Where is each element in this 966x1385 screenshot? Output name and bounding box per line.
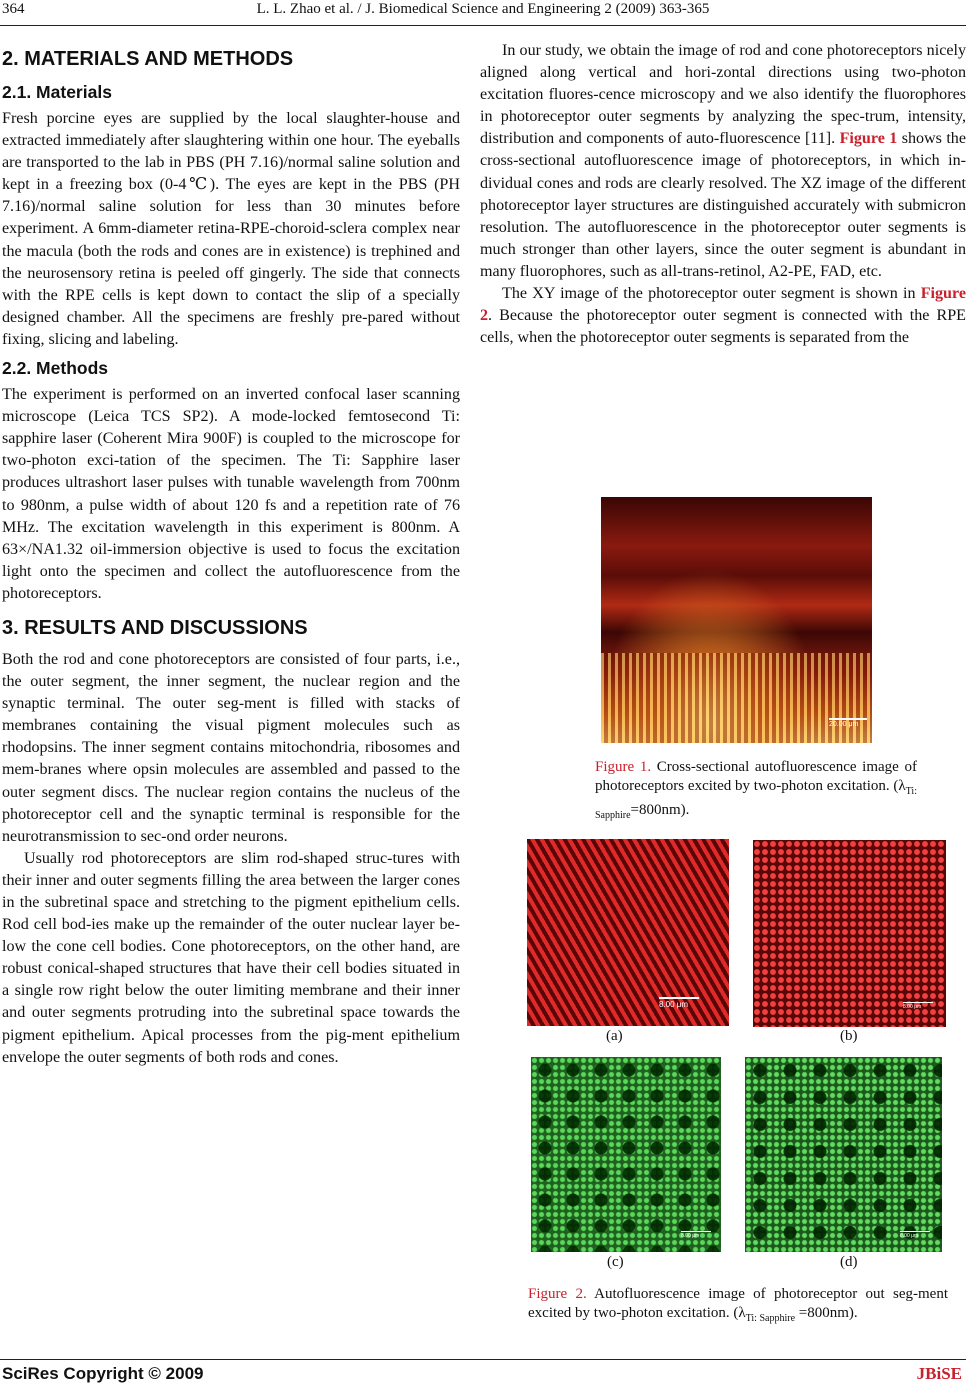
section-heading-results: 3. RESULTS AND DISCUSSIONS (2, 616, 308, 639)
scale-bar-line (900, 1231, 930, 1232)
text-run: . Because the photoreceptor outer segment is connected with the RPE cells, when the photoreceptor outer segments is separated from the (480, 307, 966, 347)
journal-abbreviation: JBiSE (916, 1364, 962, 1383)
figure-2d-image (745, 1057, 942, 1252)
scale-bar-label: 8.00 μm (903, 1004, 922, 1010)
copyright-notice: SciRes Copyright © 2009 (2, 1364, 204, 1383)
scale-bar-label: 20.00 μm (829, 721, 859, 728)
figure-2c-scale-bar (681, 1231, 711, 1239)
figure-2c-label: (c) (607, 1254, 624, 1270)
figure-2a-scale-bar (659, 997, 699, 1009)
figure-2b-label: (b) (840, 1028, 858, 1044)
caption-text: =800nm). (630, 802, 690, 818)
right-column (480, 40, 966, 349)
running-head: L. L. Zhao et al. / J. Biomedical Science and Engineering 2 (2009) 363-365 (256, 1, 710, 17)
figure-2a-image (527, 839, 729, 1026)
scale-bar-label: 8.00 μm (659, 1000, 689, 1009)
figure-1-reference[interactable]: Figure 1 (839, 130, 898, 148)
scale-bar-label: 8.00 μm (900, 1233, 919, 1239)
figure-1-outer-segment-strip (601, 653, 872, 743)
paragraph-results-2: Usually rod photoreceptors are slim rod-shaped struc-tures with their inner and outer segments filling the area between the larger cones in the subretinal space and stretching to the pigment epithelium cells. Rod cell bod-ies make up the remainder of the outer nuclear layer be-low the cone cell bodies. Cone photoreceptors, on the other hand, are robust conical-shaped structures that have their cell bodies situated in a single row right below the outer limiting membrane and their inner and outer segments protruding into the subretinal space towards the pigment epithelium. Apical processes from the pig-ment epithelium envelope the outer segments of both rods and cones. (2, 849, 460, 1066)
text-run: The XY image of the photoreceptor outer segment is shown in (502, 285, 921, 303)
subsection-heading-methods: 2.2. Methods (2, 358, 108, 379)
figure-2b-image (753, 840, 946, 1027)
scale-bar-label: 8.00 μm (681, 1233, 700, 1239)
footer-rule (0, 1359, 966, 1360)
text-run: shows the cross-sectional autofluorescence image of photoreceptors, in which in-dividual cones and rods are clearly resolved. The XZ image of the different photoreceptor layer structures are distinguished accurately with submicron resolution. The autofluorescence in the photoreceptor outer segments is much stronger than other layers, since the outer segment is abundant in many fluorophores, such as all-trans-retinol, A2-PE, FAD, etc. (480, 130, 966, 280)
scale-bar-line (659, 997, 699, 999)
figure-2d-label: (d) (840, 1254, 858, 1270)
figure-2a-label: (a) (606, 1028, 623, 1044)
caption-text: Autofluorescence image of photoreceptor out seg-ment excited by two-photon excitation. (λ (528, 1286, 948, 1321)
left-column (2, 40, 460, 1069)
scale-bar-line (681, 1231, 711, 1232)
paragraph-methods: The experiment is performed on an inverted confocal laser scanning microscope (Leica TCS SP2). A mode-locked femtosecond Ti: sapphire laser (Coherent Mira 900F) is coupled to the microscope for two-photon exci-tation of the specimen. The Ti: Sapphire laser produces ultrashort laser pulses with tunable wavelength from 700nm to 980nm, a pulse width of about 120 fs and a repetition rate of 76 MHz. The excitation wavelength in this experiment is 800nm. A 63×/NA1.32 oil-immersion objective is used to focus the excitation light onto the specimen and collect the autofluorescence from the photoreceptors. (2, 386, 460, 602)
subsection-heading-materials: 2.1. Materials (2, 82, 112, 102)
figure-2-reference[interactable]: Figure 2 (480, 285, 966, 325)
figure-1-caption (595, 758, 917, 825)
scale-bar-line (829, 718, 867, 720)
scale-bar-line (903, 1002, 933, 1003)
figure-2-caption-label: Figure 2. (528, 1286, 587, 1302)
caption-subscript: Ti: Sapphire (745, 1313, 796, 1324)
figure-1-caption-label: Figure 1. (595, 759, 652, 775)
section-heading-methods: 2. MATERIALS AND METHODS (2, 48, 294, 70)
page-header (0, 0, 966, 20)
paragraph-xy-image (480, 283, 966, 349)
paragraph-results-1: Both the rod and cone photoreceptors are consisted of four parts, i.e., the outer segment, the inner segment, the nuclear region and the synaptic terminal. The outer seg-ment is filled with stacks of membranes containing the visual pigment molecules such as rhodopsins. The inner segment contains mitochondria, ribosomes and mem-branes where opsin molecules are assembled and passed to the outer segment discs. The nuclear region contains the nucleus of the photoreceptor cell and the synaptic terminal is responsible for the neurotransmission to sec-ond order neurons. (2, 650, 460, 845)
text-run: In our study, we obtain the image of rod and cone photoreceptors nicely aligned along vertical and hori-zontal directions using two-photon excitation fluores-cence microscopy and we also identify the fluorophores in photoreceptor outer segments by analyzing the spec-trum, intensity, distribution and components of auto-fluorescence [11]. (480, 42, 966, 148)
figure-2c-image (531, 1057, 721, 1252)
paragraph-materials: Fresh porcine eyes are supplied by the local slaughter-house and extracted immediately after slaughtering within one hour. The eyeballs are transported to the lab in PBS (PH 7.16)/normal saline solution and kept in a freezing box (0-4℃). The eyes are kept in the PBS (PH 7.16)/normal saline solution for less than 30 minutes before experiment. A 6mm-diameter retina-RPE-choroid-sclera complex near the macula (both the rods and cones are in existence) is trephined and the neurosensory retina is peeled off gingerly. The side that connects with the RPE cells is kept down to contact the slip of a specially designed chamber. All the specimens are freshly pre-pared without fixing, slicing and labeling. (2, 110, 460, 348)
paragraph-study (480, 40, 966, 283)
figure-2d-scale-bar (900, 1231, 930, 1239)
page-footer (0, 1359, 966, 1385)
figure-2b-scale-bar (903, 1002, 933, 1010)
caption-subscript: Ti: Sapphire (595, 786, 917, 821)
figure-1-image (601, 497, 872, 743)
caption-text: =800nm). (795, 1305, 858, 1321)
page-number: 364 (2, 1, 25, 17)
header-rule (0, 25, 966, 26)
figure-2-caption (528, 1285, 948, 1328)
caption-text: Cross-sectional autofluorescence image of photoreceptors excited by two-photon excitation. (λ (595, 759, 917, 794)
figure-1-scale-bar (829, 718, 867, 728)
